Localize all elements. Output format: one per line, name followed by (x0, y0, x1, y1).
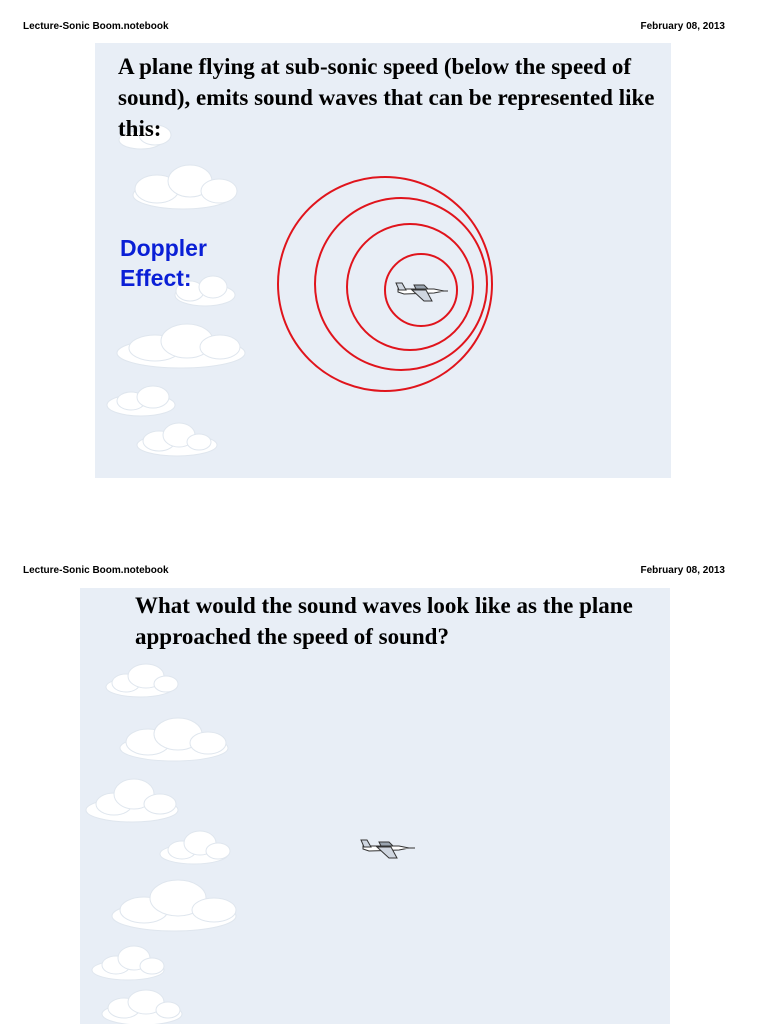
slide-heading: What would the sound waves look like as the plane approached the speed of sound? (135, 593, 633, 649)
slide-2 (80, 588, 670, 1024)
sound-wave-figure (95, 43, 671, 478)
airplane-icon (361, 840, 415, 858)
slide-1 (95, 43, 671, 478)
callout-line-1: Doppler (120, 235, 207, 261)
slide-heading: A plane flying at sub-sonic speed (below the speed of sound), emits sound waves that can be represented like this: (118, 54, 655, 141)
callout-line-2: Effect: (120, 265, 192, 291)
page-header-1 (0, 19, 768, 35)
page-date: February 08, 2013 (640, 21, 725, 32)
page-date: February 08, 2013 (640, 565, 725, 576)
airplane-icon (396, 283, 448, 301)
page-header-2 (0, 563, 768, 579)
airplane-figure (80, 588, 670, 1024)
notebook-title: Lecture-Sonic Boom.notebook (23, 565, 169, 576)
notebook-title: Lecture-Sonic Boom.notebook (23, 21, 169, 32)
sound-wave-circle (347, 224, 473, 350)
